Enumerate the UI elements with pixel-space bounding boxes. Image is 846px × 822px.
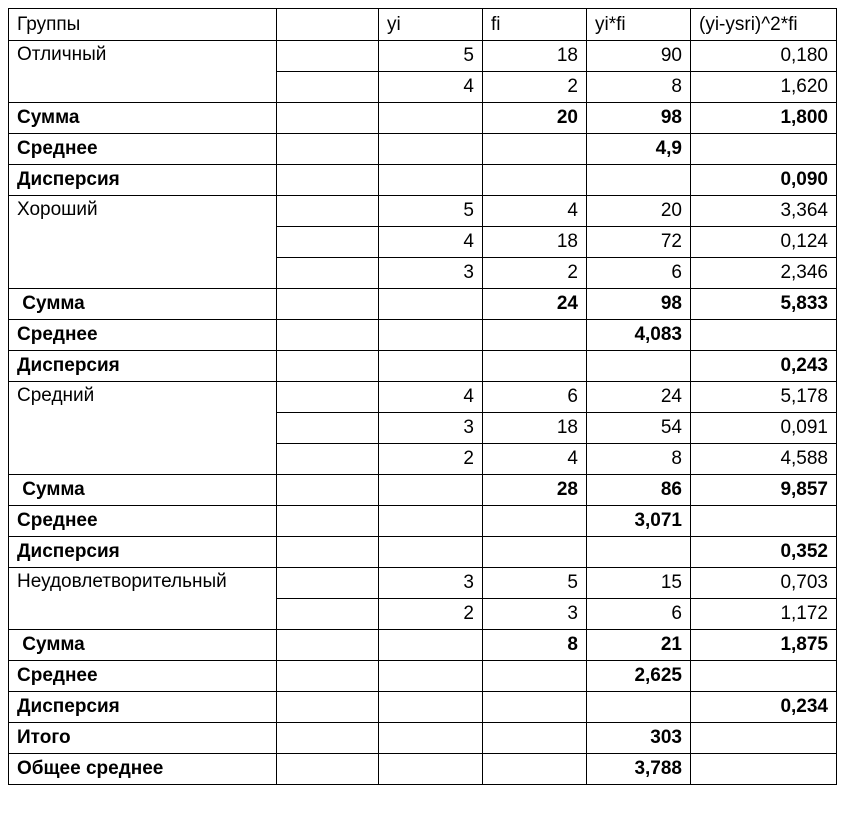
group-name: Отличный bbox=[9, 41, 277, 103]
header-groups: Группы bbox=[9, 9, 277, 41]
empty-cell bbox=[483, 661, 587, 692]
sum-label: Сумма bbox=[9, 289, 277, 320]
empty-cell bbox=[379, 475, 483, 506]
mean-label: Среднее bbox=[9, 134, 277, 165]
empty-cell bbox=[483, 754, 587, 785]
group-name: Неудовлетворительный bbox=[9, 568, 277, 630]
table-row bbox=[9, 41, 837, 72]
empty-cell bbox=[379, 754, 483, 785]
cell-deviation: 0,703 bbox=[691, 568, 837, 599]
cell-yi-fi: 6 bbox=[587, 599, 691, 630]
mean-value: 4,083 bbox=[587, 320, 691, 351]
empty-cell bbox=[587, 351, 691, 382]
header-yi: yi bbox=[379, 9, 483, 41]
empty-cell bbox=[379, 289, 483, 320]
sum-label: Сумма bbox=[9, 475, 277, 506]
sum-deviation: 1,800 bbox=[691, 103, 837, 134]
cell-fi: 4 bbox=[483, 444, 587, 475]
cell-yi-fi: 8 bbox=[587, 444, 691, 475]
cell-yi-fi: 72 bbox=[587, 227, 691, 258]
empty-cell bbox=[379, 692, 483, 723]
cell-deviation: 2,346 bbox=[691, 258, 837, 289]
empty-cell bbox=[483, 506, 587, 537]
group-name: Средний bbox=[9, 382, 277, 475]
empty-cell bbox=[277, 165, 379, 196]
cell-deviation: 0,091 bbox=[691, 413, 837, 444]
variance-row bbox=[9, 165, 837, 196]
sum-fi: 28 bbox=[483, 475, 587, 506]
table-row bbox=[9, 196, 837, 227]
cell-deviation: 0,124 bbox=[691, 227, 837, 258]
header-fi: fi bbox=[483, 9, 587, 41]
empty-cell bbox=[379, 537, 483, 568]
empty-cell bbox=[277, 320, 379, 351]
empty-cell bbox=[277, 413, 379, 444]
empty-cell bbox=[277, 506, 379, 537]
cell-yi: 5 bbox=[379, 196, 483, 227]
empty-cell bbox=[277, 599, 379, 630]
empty-cell bbox=[277, 289, 379, 320]
empty-cell bbox=[277, 351, 379, 382]
cell-yi-fi: 90 bbox=[587, 41, 691, 72]
table-row bbox=[9, 382, 837, 413]
overall-mean-value: 3,788 bbox=[587, 754, 691, 785]
empty-cell bbox=[483, 351, 587, 382]
variance-row bbox=[9, 692, 837, 723]
sum-fi: 8 bbox=[483, 630, 587, 661]
empty-cell bbox=[587, 165, 691, 196]
empty-cell bbox=[379, 723, 483, 754]
cell-yi-fi: 54 bbox=[587, 413, 691, 444]
sum-deviation: 5,833 bbox=[691, 289, 837, 320]
cell-deviation: 1,172 bbox=[691, 599, 837, 630]
empty-cell bbox=[691, 661, 837, 692]
cell-yi: 3 bbox=[379, 258, 483, 289]
cell-fi: 18 bbox=[483, 227, 587, 258]
cell-yi-fi: 24 bbox=[587, 382, 691, 413]
empty-cell bbox=[483, 134, 587, 165]
table-row bbox=[9, 568, 837, 599]
variance-value: 0,352 bbox=[691, 537, 837, 568]
cell-deviation: 3,364 bbox=[691, 196, 837, 227]
overall-mean-label: Общее среднее bbox=[9, 754, 277, 785]
sum-label: Сумма bbox=[9, 103, 277, 134]
cell-fi: 2 bbox=[483, 258, 587, 289]
empty-cell bbox=[277, 72, 379, 103]
empty-cell bbox=[483, 692, 587, 723]
empty-cell bbox=[277, 444, 379, 475]
empty-cell bbox=[277, 227, 379, 258]
mean-row bbox=[9, 134, 837, 165]
mean-label: Среднее bbox=[9, 661, 277, 692]
empty-cell bbox=[277, 475, 379, 506]
cell-yi: 5 bbox=[379, 41, 483, 72]
total-yi-fi: 303 bbox=[587, 723, 691, 754]
empty-cell bbox=[277, 134, 379, 165]
empty-cell bbox=[277, 196, 379, 227]
mean-value: 4,9 bbox=[587, 134, 691, 165]
empty-cell bbox=[483, 320, 587, 351]
mean-value: 3,071 bbox=[587, 506, 691, 537]
header-row bbox=[9, 9, 837, 41]
empty-cell bbox=[277, 661, 379, 692]
cell-yi-fi: 15 bbox=[587, 568, 691, 599]
header-empty bbox=[277, 9, 379, 41]
cell-yi-fi: 8 bbox=[587, 72, 691, 103]
cell-fi: 18 bbox=[483, 41, 587, 72]
empty-cell bbox=[277, 754, 379, 785]
sum-yi-fi: 21 bbox=[587, 630, 691, 661]
empty-cell bbox=[277, 41, 379, 72]
empty-cell bbox=[277, 723, 379, 754]
empty-cell bbox=[379, 134, 483, 165]
sum-row bbox=[9, 630, 837, 661]
cell-deviation: 4,588 bbox=[691, 444, 837, 475]
variance-value: 0,234 bbox=[691, 692, 837, 723]
empty-cell bbox=[379, 103, 483, 134]
sum-label: Сумма bbox=[9, 630, 277, 661]
total-row bbox=[9, 723, 837, 754]
cell-yi: 3 bbox=[379, 568, 483, 599]
empty-cell bbox=[277, 382, 379, 413]
empty-cell bbox=[277, 258, 379, 289]
mean-row bbox=[9, 661, 837, 692]
variance-row bbox=[9, 351, 837, 382]
cell-yi: 4 bbox=[379, 227, 483, 258]
cell-fi: 2 bbox=[483, 72, 587, 103]
variance-value: 0,243 bbox=[691, 351, 837, 382]
empty-cell bbox=[691, 134, 837, 165]
cell-deviation: 5,178 bbox=[691, 382, 837, 413]
cell-deviation: 0,180 bbox=[691, 41, 837, 72]
variance-value: 0,090 bbox=[691, 165, 837, 196]
empty-cell bbox=[379, 320, 483, 351]
mean-label: Среднее bbox=[9, 506, 277, 537]
sum-yi-fi: 98 bbox=[587, 103, 691, 134]
variance-label: Дисперсия bbox=[9, 165, 277, 196]
empty-cell bbox=[277, 692, 379, 723]
header-deviation: (yi-ysri)^2*fi bbox=[691, 9, 837, 41]
sum-row bbox=[9, 289, 837, 320]
empty-cell bbox=[277, 103, 379, 134]
cell-yi: 2 bbox=[379, 444, 483, 475]
mean-row bbox=[9, 320, 837, 351]
cell-yi: 4 bbox=[379, 382, 483, 413]
overall-mean-row bbox=[9, 754, 837, 785]
empty-cell bbox=[277, 568, 379, 599]
empty-cell bbox=[691, 506, 837, 537]
empty-cell bbox=[587, 537, 691, 568]
mean-row bbox=[9, 506, 837, 537]
group-name: Хороший bbox=[9, 196, 277, 289]
empty-cell bbox=[379, 630, 483, 661]
mean-label: Среднее bbox=[9, 320, 277, 351]
empty-cell bbox=[691, 723, 837, 754]
empty-cell bbox=[379, 661, 483, 692]
cell-fi: 3 bbox=[483, 599, 587, 630]
cell-yi: 2 bbox=[379, 599, 483, 630]
empty-cell bbox=[691, 754, 837, 785]
cell-deviation: 1,620 bbox=[691, 72, 837, 103]
variance-label: Дисперсия bbox=[9, 537, 277, 568]
empty-cell bbox=[691, 320, 837, 351]
sum-row bbox=[9, 475, 837, 506]
empty-cell bbox=[379, 506, 483, 537]
cell-yi: 3 bbox=[379, 413, 483, 444]
cell-yi-fi: 6 bbox=[587, 258, 691, 289]
empty-cell bbox=[483, 165, 587, 196]
cell-fi: 6 bbox=[483, 382, 587, 413]
total-label: Итого bbox=[9, 723, 277, 754]
sum-yi-fi: 98 bbox=[587, 289, 691, 320]
sum-fi: 24 bbox=[483, 289, 587, 320]
sum-yi-fi: 86 bbox=[587, 475, 691, 506]
sum-deviation: 1,875 bbox=[691, 630, 837, 661]
variance-label: Дисперсия bbox=[9, 692, 277, 723]
empty-cell bbox=[379, 351, 483, 382]
cell-yi-fi: 20 bbox=[587, 196, 691, 227]
empty-cell bbox=[277, 537, 379, 568]
sum-deviation: 9,857 bbox=[691, 475, 837, 506]
empty-cell bbox=[379, 165, 483, 196]
header-yi-fi: yi*fi bbox=[587, 9, 691, 41]
sum-row bbox=[9, 103, 837, 134]
empty-cell bbox=[587, 692, 691, 723]
cell-fi: 18 bbox=[483, 413, 587, 444]
empty-cell bbox=[277, 630, 379, 661]
sum-fi: 20 bbox=[483, 103, 587, 134]
variance-row bbox=[9, 537, 837, 568]
statistics-table bbox=[8, 8, 837, 785]
cell-yi: 4 bbox=[379, 72, 483, 103]
cell-fi: 5 bbox=[483, 568, 587, 599]
mean-value: 2,625 bbox=[587, 661, 691, 692]
empty-cell bbox=[483, 723, 587, 754]
cell-fi: 4 bbox=[483, 196, 587, 227]
variance-label: Дисперсия bbox=[9, 351, 277, 382]
empty-cell bbox=[483, 537, 587, 568]
